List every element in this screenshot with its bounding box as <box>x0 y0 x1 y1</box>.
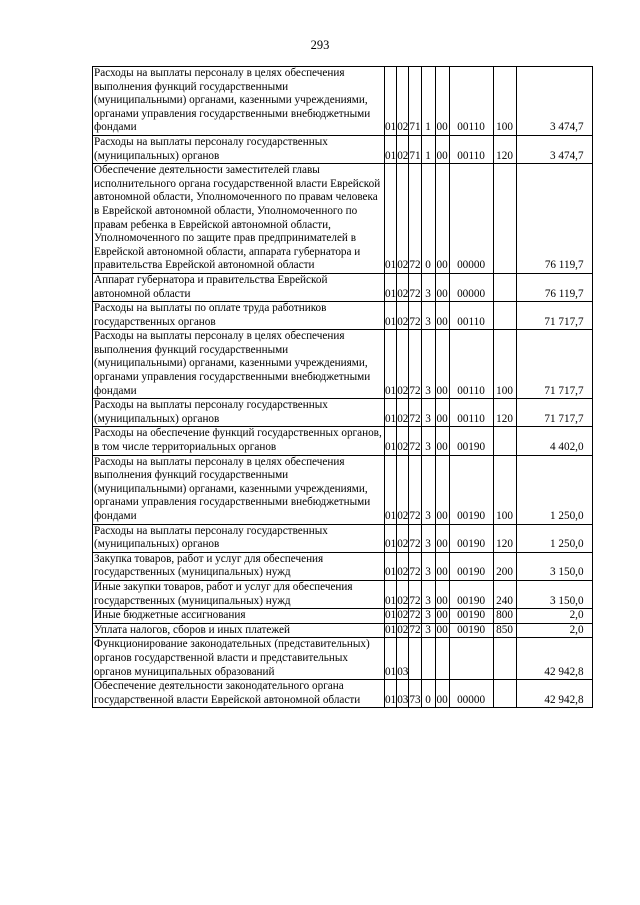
direction-code: 00 <box>435 302 449 330</box>
expense-type-code: 120 <box>493 399 516 427</box>
amount: 3 150,0 <box>516 580 592 608</box>
expense-type-code: 100 <box>493 455 516 524</box>
amount: 1 250,0 <box>516 524 592 552</box>
expense-code: 00110 <box>449 302 493 330</box>
program-code: 72 <box>409 302 421 330</box>
amount: 3 474,7 <box>516 67 592 136</box>
row-name: Иные закупки товаров, работ и услуг для обеспечения государственных (муниципальных) нужд <box>93 580 385 608</box>
table-row <box>93 638 593 680</box>
subsection-code: 02 <box>397 455 409 524</box>
subsection-code: 02 <box>397 580 409 608</box>
subsection-code: 02 <box>397 135 409 163</box>
program-code: 71 <box>409 135 421 163</box>
table-row <box>93 580 593 608</box>
expense-code: 00110 <box>449 330 493 399</box>
row-name: Расходы на выплаты по оплате труда работников государственных органов <box>93 302 385 330</box>
table-row <box>93 524 593 552</box>
amount: 42 942,8 <box>516 680 592 708</box>
section-code: 01 <box>385 164 397 274</box>
expense-type-code: 800 <box>493 609 516 624</box>
table-row <box>93 680 593 708</box>
subsection-code: 02 <box>397 399 409 427</box>
direction-code: 00 <box>435 164 449 274</box>
expense-type-code <box>493 638 516 680</box>
row-name: Закупка товаров, работ и услуг для обеспечения государственных (муниципальных) нужд <box>93 552 385 580</box>
expense-code: 00000 <box>449 680 493 708</box>
subsection-code: 02 <box>397 302 409 330</box>
direction-code: 00 <box>435 135 449 163</box>
amount: 1 250,0 <box>516 455 592 524</box>
expense-code: 00190 <box>449 427 493 455</box>
section-code: 01 <box>385 427 397 455</box>
section-code: 01 <box>385 580 397 608</box>
direction-code: 00 <box>435 399 449 427</box>
expense-type-code: 100 <box>493 330 516 399</box>
table-row <box>93 273 593 301</box>
expense-type-code: 100 <box>493 67 516 136</box>
expense-type-code: 240 <box>493 580 516 608</box>
subsection-code: 02 <box>397 164 409 274</box>
row-name: Расходы на выплаты персоналу государственных (муниципальных) органов <box>93 135 385 163</box>
expense-code: 00190 <box>449 609 493 624</box>
program-code: 72 <box>409 455 421 524</box>
subprogram-code: 3 <box>421 399 435 427</box>
program-code: 72 <box>409 552 421 580</box>
program-code <box>409 638 421 680</box>
expense-code: 00110 <box>449 399 493 427</box>
program-code: 72 <box>409 164 421 274</box>
section-code: 01 <box>385 623 397 638</box>
expense-type-code: 120 <box>493 135 516 163</box>
direction-code: 00 <box>435 455 449 524</box>
row-name: Расходы на выплаты персоналу в целях обеспечения выполнения функций государственными (муниципальными) органами, казенными учреждениями, органами управления государственными внебюджетными фондами <box>93 455 385 524</box>
section-code: 01 <box>385 609 397 624</box>
program-code: 73 <box>409 680 421 708</box>
program-code: 72 <box>409 580 421 608</box>
expense-code: 00190 <box>449 580 493 608</box>
section-code: 01 <box>385 330 397 399</box>
subprogram-code: 0 <box>421 680 435 708</box>
row-name: Расходы на обеспечение функций государственных органов, в том числе территориальных органов <box>93 427 385 455</box>
subsection-code: 02 <box>397 427 409 455</box>
section-code: 01 <box>385 524 397 552</box>
row-name: Расходы на выплаты персоналу государственных (муниципальных) органов <box>93 524 385 552</box>
subsection-code: 02 <box>397 524 409 552</box>
expense-type-code <box>493 273 516 301</box>
amount: 4 402,0 <box>516 427 592 455</box>
subsection-code: 03 <box>397 638 409 680</box>
row-name: Расходы на выплаты персоналу государственных (муниципальных) органов <box>93 399 385 427</box>
expense-code: 00000 <box>449 273 493 301</box>
program-code: 72 <box>409 273 421 301</box>
subsection-code: 02 <box>397 623 409 638</box>
expense-code: 00110 <box>449 67 493 136</box>
expense-code: 00190 <box>449 524 493 552</box>
direction-code <box>435 638 449 680</box>
row-name: Аппарат губернатора и правительства Еврейской автономной области <box>93 273 385 301</box>
row-name: Расходы на выплаты персоналу в целях обеспечения выполнения функций государственными (муниципальными) органами, казенными учреждениями, органами управления государственными внебюджетными фондами <box>93 67 385 136</box>
row-name: Функционирование законодательных (представительных) органов государственной власти и представительных органов муниципальных образований <box>93 638 385 680</box>
table-row <box>93 330 593 399</box>
section-code: 01 <box>385 455 397 524</box>
subprogram-code: 3 <box>421 330 435 399</box>
program-code: 72 <box>409 427 421 455</box>
amount: 42 942,8 <box>516 638 592 680</box>
table-row <box>93 455 593 524</box>
subsection-code: 02 <box>397 552 409 580</box>
expense-type-code: 850 <box>493 623 516 638</box>
amount: 2,0 <box>516 623 592 638</box>
section-code: 01 <box>385 638 397 680</box>
budget-table-body <box>93 67 593 708</box>
direction-code: 00 <box>435 680 449 708</box>
subprogram-code: 3 <box>421 427 435 455</box>
direction-code: 00 <box>435 330 449 399</box>
row-name: Уплата налогов, сборов и иных платежей <box>93 623 385 638</box>
expense-type-code <box>493 302 516 330</box>
expense-code: 00190 <box>449 552 493 580</box>
program-code: 72 <box>409 399 421 427</box>
direction-code: 00 <box>435 273 449 301</box>
subprogram-code: 3 <box>421 580 435 608</box>
subprogram-code: 3 <box>421 552 435 580</box>
program-code: 72 <box>409 524 421 552</box>
amount: 3 474,7 <box>516 135 592 163</box>
row-name: Обеспечение деятельности законодательного органа государственной власти Еврейской автономной области <box>93 680 385 708</box>
amount: 71 717,7 <box>516 302 592 330</box>
subsection-code: 02 <box>397 330 409 399</box>
row-name: Обеспечение деятельности заместителей главы исполнительного органа государственной власти Еврейской автономной области, Уполномоченного по правам человека в Еврейской автономной области, Уполномоченного по правам ребенка в Еврейской автономной области, Уполномоченного по защите прав предпринимателей в Еврейской автономной области, аппарата губернатора и правительства Еврейской автономной области <box>93 164 385 274</box>
direction-code: 00 <box>435 67 449 136</box>
direction-code: 00 <box>435 623 449 638</box>
table-row <box>93 399 593 427</box>
amount: 3 150,0 <box>516 552 592 580</box>
program-code: 72 <box>409 330 421 399</box>
direction-code: 00 <box>435 427 449 455</box>
subsection-code: 03 <box>397 680 409 708</box>
program-code: 72 <box>409 623 421 638</box>
direction-code: 00 <box>435 552 449 580</box>
program-code: 72 <box>409 609 421 624</box>
subprogram-code: 3 <box>421 524 435 552</box>
section-code: 01 <box>385 399 397 427</box>
expense-code: 00190 <box>449 455 493 524</box>
section-code: 01 <box>385 302 397 330</box>
subsection-code: 02 <box>397 273 409 301</box>
direction-code: 00 <box>435 609 449 624</box>
section-code: 01 <box>385 680 397 708</box>
subsection-code: 02 <box>397 67 409 136</box>
expense-type-code <box>493 680 516 708</box>
subprogram-code <box>421 638 435 680</box>
table-row <box>93 164 593 274</box>
subprogram-code: 3 <box>421 302 435 330</box>
expense-type-code <box>493 427 516 455</box>
budget-table <box>92 66 593 708</box>
table-row <box>93 609 593 624</box>
table-row <box>93 552 593 580</box>
program-code: 71 <box>409 67 421 136</box>
section-code: 01 <box>385 135 397 163</box>
subprogram-code: 0 <box>421 164 435 274</box>
amount: 76 119,7 <box>516 164 592 274</box>
expense-type-code <box>493 164 516 274</box>
expense-type-code: 200 <box>493 552 516 580</box>
amount: 76 119,7 <box>516 273 592 301</box>
section-code: 01 <box>385 552 397 580</box>
table-row <box>93 67 593 136</box>
expense-code <box>449 638 493 680</box>
amount: 71 717,7 <box>516 330 592 399</box>
amount: 2,0 <box>516 609 592 624</box>
subprogram-code: 1 <box>421 67 435 136</box>
row-name: Иные бюджетные ассигнования <box>93 609 385 624</box>
table-row <box>93 427 593 455</box>
direction-code: 00 <box>435 580 449 608</box>
page-number: 293 <box>310 38 330 52</box>
table-row <box>93 135 593 163</box>
subprogram-code: 1 <box>421 135 435 163</box>
expense-code: 00190 <box>449 623 493 638</box>
subprogram-code: 3 <box>421 455 435 524</box>
subprogram-code: 3 <box>421 623 435 638</box>
subprogram-code: 3 <box>421 609 435 624</box>
section-code: 01 <box>385 67 397 136</box>
subprogram-code: 3 <box>421 273 435 301</box>
direction-code: 00 <box>435 524 449 552</box>
table-row <box>93 302 593 330</box>
section-code: 01 <box>385 273 397 301</box>
expense-code: 00110 <box>449 135 493 163</box>
expense-type-code: 120 <box>493 524 516 552</box>
subsection-code: 02 <box>397 609 409 624</box>
expense-code: 00000 <box>449 164 493 274</box>
amount: 71 717,7 <box>516 399 592 427</box>
table-row <box>93 623 593 638</box>
row-name: Расходы на выплаты персоналу в целях обеспечения выполнения функций государственными (муниципальными) органами, казенными учреждениями, органами управления государственными внебюджетными фондами <box>93 330 385 399</box>
